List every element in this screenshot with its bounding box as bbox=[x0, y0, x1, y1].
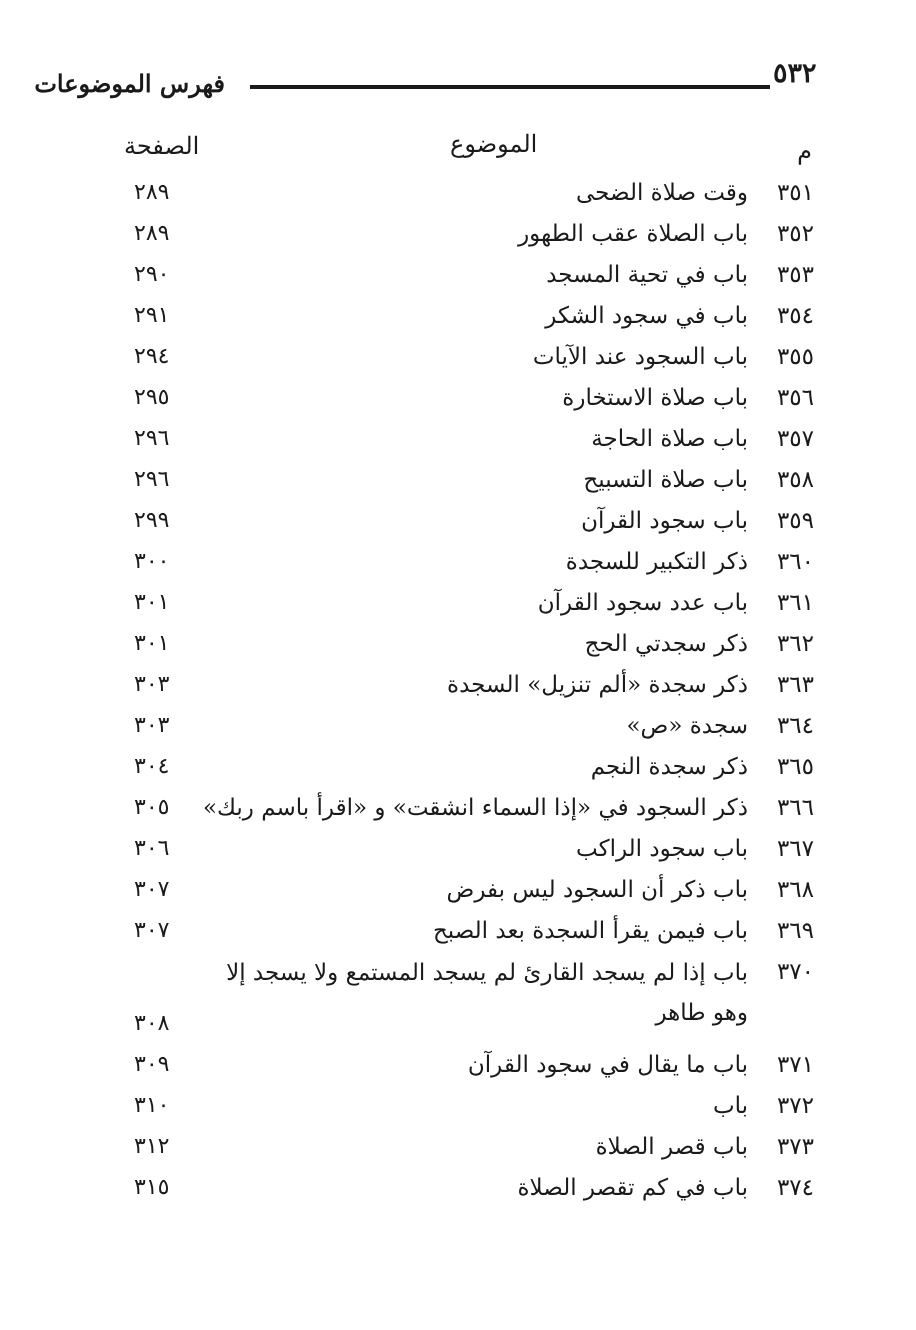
entry-number: ٣٥١ bbox=[776, 180, 814, 206]
entry-page: ٢٩١ bbox=[134, 303, 170, 328]
entry-number: ٣٥٤ bbox=[776, 303, 814, 329]
table-row bbox=[0, 754, 916, 794]
table-row bbox=[0, 1093, 916, 1133]
entry-number: ٣٧٠ bbox=[776, 959, 814, 985]
entry-title: باب صلاة الاستخارة bbox=[562, 385, 748, 411]
entry-number: ٣٦٧ bbox=[776, 836, 814, 862]
entry-title: سجدة «ص» bbox=[626, 713, 748, 739]
table-row bbox=[0, 303, 916, 343]
entry-page: ٢٩٤ bbox=[134, 344, 170, 369]
column-header-topic: الموضوع bbox=[450, 130, 538, 158]
entry-title: ذكر سجدة النجم bbox=[590, 754, 748, 780]
table-row bbox=[0, 959, 916, 1041]
table-row bbox=[0, 590, 916, 630]
entry-number: ٣٥٦ bbox=[776, 385, 814, 411]
entry-page: ٣٠٤ bbox=[134, 754, 170, 779]
entry-page: ٣٠٣ bbox=[134, 713, 170, 738]
table-row bbox=[0, 221, 916, 261]
entry-number: ٣٧٢ bbox=[776, 1093, 814, 1119]
entry-number: ٣٥٥ bbox=[776, 344, 814, 370]
entry-title: باب السجود عند الآيات bbox=[532, 344, 748, 370]
entry-number: ٣٦٨ bbox=[776, 877, 814, 903]
page-number: ٥٣٢ bbox=[773, 58, 817, 89]
table-row bbox=[0, 918, 916, 958]
entry-title: باب سجود القرآن bbox=[581, 508, 748, 534]
entry-page: ٢٩٦ bbox=[134, 467, 170, 492]
table-row bbox=[0, 631, 916, 671]
entry-page: ٣٠٨ bbox=[134, 1011, 170, 1036]
table-row bbox=[0, 344, 916, 384]
column-header-number: م bbox=[797, 137, 812, 165]
entry-number: ٣٥٧ bbox=[776, 426, 814, 452]
entry-page: ٣٠٣ bbox=[134, 672, 170, 697]
entry-title: باب الصلاة عقب الطهور bbox=[518, 221, 748, 247]
table-row bbox=[0, 672, 916, 712]
entry-page: ٢٨٩ bbox=[134, 221, 170, 246]
entry-number: ٣٦٥ bbox=[776, 754, 814, 780]
entry-title: باب صلاة الحاجة bbox=[591, 426, 748, 452]
entry-page: ٣٠٦ bbox=[134, 836, 170, 861]
entry-number: ٣٥٩ bbox=[776, 508, 814, 534]
entry-number: ٣٦٣ bbox=[776, 672, 814, 698]
table-row bbox=[0, 180, 916, 220]
entry-title: باب صلاة التسبيح bbox=[583, 467, 748, 493]
entry-title: باب في تحية المسجد bbox=[546, 262, 748, 288]
entry-page: ٢٩٦ bbox=[134, 426, 170, 451]
entry-page: ٣٠٠ bbox=[134, 549, 170, 574]
table-row bbox=[0, 426, 916, 466]
entry-page: ٣١٢ bbox=[134, 1134, 170, 1159]
page-title: فهرس الموضوعات bbox=[34, 69, 225, 98]
table-row bbox=[0, 836, 916, 876]
table-row bbox=[0, 1175, 916, 1215]
table-row bbox=[0, 262, 916, 302]
entry-page: ٣٠٧ bbox=[134, 918, 170, 943]
table-row bbox=[0, 1134, 916, 1174]
entry-page: ٢٩٥ bbox=[134, 385, 170, 410]
entry-page: ٣٠٥ bbox=[134, 795, 170, 820]
table-row bbox=[0, 508, 916, 548]
entry-page: ٣٠٩ bbox=[134, 1052, 170, 1077]
entry-title: باب في سجود الشكر bbox=[545, 303, 748, 329]
entry-number: ٣٦٦ bbox=[776, 795, 814, 821]
entry-title: باب قصر الصلاة bbox=[595, 1134, 748, 1160]
entry-title: باب في كم تقصر الصلاة bbox=[517, 1175, 748, 1201]
table-row bbox=[0, 795, 916, 835]
entry-number: ٣٦٤ bbox=[776, 713, 814, 739]
entry-number: ٣٦٠ bbox=[776, 549, 814, 575]
table-row bbox=[0, 877, 916, 917]
entry-number: ٣٧٤ bbox=[776, 1175, 814, 1201]
entry-title: باب عدد سجود القرآن bbox=[537, 590, 748, 616]
table-row bbox=[0, 1052, 916, 1092]
entry-title: ذكر سجدة «ألم تنزيل» السجدة bbox=[447, 672, 748, 698]
entry-title: ذكر التكبير للسجدة bbox=[565, 549, 748, 575]
entry-number: ٣٥٨ bbox=[776, 467, 814, 493]
entry-number: ٣٧٣ bbox=[776, 1134, 814, 1160]
entry-page: ٣٠٧ bbox=[134, 877, 170, 902]
entry-number: ٣٥٣ bbox=[776, 262, 814, 288]
table-row bbox=[0, 385, 916, 425]
entry-title: وقت صلاة الضحى bbox=[576, 180, 748, 206]
table-row bbox=[0, 713, 916, 753]
entry-page: ٢٩٩ bbox=[134, 508, 170, 533]
entry-page: ٣١٠ bbox=[134, 1093, 170, 1118]
entry-title: ذكر سجدتي الحج bbox=[584, 631, 748, 657]
entry-number: ٣٧١ bbox=[776, 1052, 814, 1078]
entry-title: باب فيمن يقرأ السجدة بعد الصبح bbox=[432, 918, 748, 944]
entry-title: باب ما يقال في سجود القرآن bbox=[467, 1052, 748, 1078]
entry-page: ٣٠١ bbox=[134, 590, 170, 615]
entry-title: باب bbox=[712, 1093, 748, 1119]
entry-title: باب سجود الراكب bbox=[576, 836, 748, 862]
entry-number: ٣٦٩ bbox=[776, 918, 814, 944]
entry-page: ٢٩٠ bbox=[134, 262, 170, 287]
table-row bbox=[0, 549, 916, 589]
entry-number: ٣٦١ bbox=[776, 590, 814, 616]
entry-title: ذكر السجود في «إذا السماء انشقت» و «اقرأ باسم ربك» bbox=[202, 795, 748, 821]
entry-title: باب إذا لم يسجد القارئ لم يسجد المستمع ولا يسجد إلا وهو طاهر bbox=[226, 960, 748, 1026]
entry-page: ٢٨٩ bbox=[134, 180, 170, 205]
header-rule bbox=[250, 85, 770, 89]
entry-number: ٣٦٢ bbox=[776, 631, 814, 657]
table-row bbox=[0, 467, 916, 507]
entry-page: ٣١٥ bbox=[134, 1175, 170, 1200]
entry-title: باب ذكر أن السجود ليس بفرض bbox=[446, 877, 748, 903]
entry-number: ٣٥٢ bbox=[776, 221, 814, 247]
entry-page: ٣٠١ bbox=[134, 631, 170, 656]
column-header-page: الصفحة bbox=[124, 132, 200, 160]
